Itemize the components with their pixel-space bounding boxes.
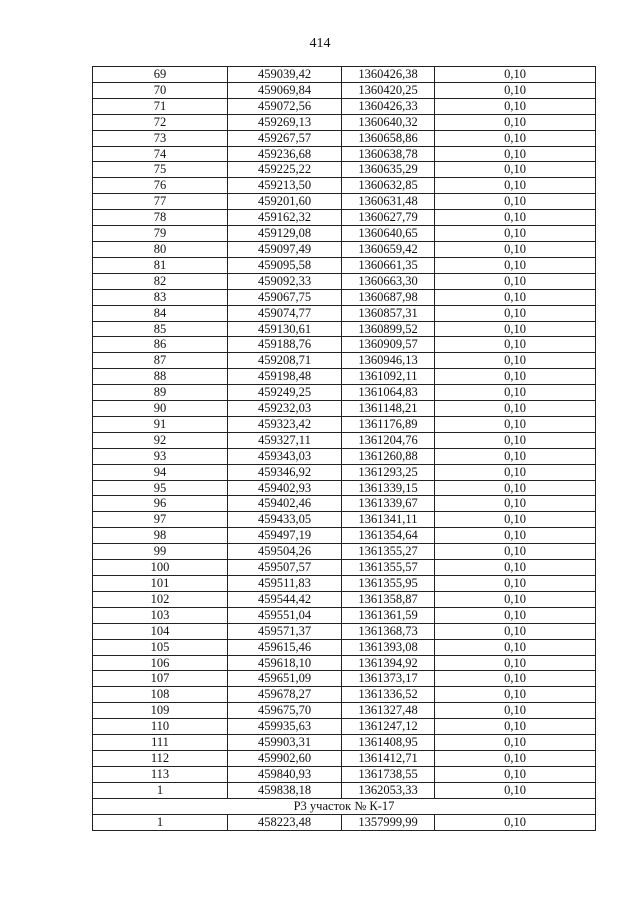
point-number-cell: 81 <box>93 257 228 273</box>
page-number: 414 <box>309 36 331 51</box>
x-coordinate-cell: 459678,27 <box>228 687 342 703</box>
y-coordinate-cell: 1360687,98 <box>342 289 435 305</box>
x-coordinate-cell: 459092,33 <box>228 273 342 289</box>
accuracy-cell: 0,10 <box>435 687 596 703</box>
x-coordinate-cell: 459269,13 <box>228 114 342 130</box>
accuracy-cell: 0,10 <box>435 655 596 671</box>
point-number-cell: 110 <box>93 719 228 735</box>
x-coordinate-cell: 459343,03 <box>228 448 342 464</box>
accuracy-cell: 0,10 <box>435 703 596 719</box>
point-number-cell: 96 <box>93 496 228 512</box>
point-number-cell: 82 <box>93 273 228 289</box>
y-coordinate-cell: 1360661,35 <box>342 257 435 273</box>
y-coordinate-cell: 1361092,11 <box>342 369 435 385</box>
x-coordinate-cell: 459201,60 <box>228 194 342 210</box>
y-coordinate-cell: 1361738,55 <box>342 766 435 782</box>
y-coordinate-cell: 1360426,38 <box>342 67 435 83</box>
accuracy-cell: 0,10 <box>435 305 596 321</box>
y-coordinate-cell: 1360857,31 <box>342 305 435 321</box>
x-coordinate-cell: 459323,42 <box>228 416 342 432</box>
y-coordinate-cell: 1360663,30 <box>342 273 435 289</box>
point-number-cell: 105 <box>93 639 228 655</box>
table-row <box>93 321 596 337</box>
y-coordinate-cell: 1362053,33 <box>342 782 435 798</box>
table-row <box>93 241 596 257</box>
x-coordinate-cell: 459675,70 <box>228 703 342 719</box>
table-row <box>93 576 596 592</box>
point-number-cell: 100 <box>93 560 228 576</box>
y-coordinate-cell: 1361355,95 <box>342 576 435 592</box>
y-coordinate-cell: 1361368,73 <box>342 623 435 639</box>
accuracy-cell: 0,10 <box>435 416 596 432</box>
table-row <box>93 735 596 751</box>
table-row <box>93 512 596 528</box>
table-row <box>93 750 596 766</box>
table-row <box>93 416 596 432</box>
x-coordinate-cell: 459327,11 <box>228 432 342 448</box>
point-number-cell: 90 <box>93 401 228 417</box>
table-row <box>93 401 596 417</box>
y-coordinate-cell: 1361355,27 <box>342 544 435 560</box>
accuracy-cell: 0,10 <box>435 750 596 766</box>
point-number-cell: 83 <box>93 289 228 305</box>
table-row <box>93 67 596 83</box>
accuracy-cell: 0,10 <box>435 528 596 544</box>
point-number-cell: 70 <box>93 82 228 98</box>
accuracy-cell: 0,10 <box>435 210 596 226</box>
y-coordinate-cell: 1361176,89 <box>342 416 435 432</box>
point-number-cell: 76 <box>93 178 228 194</box>
x-coordinate-cell: 459402,93 <box>228 480 342 496</box>
x-coordinate-cell: 459618,10 <box>228 655 342 671</box>
table-row <box>93 114 596 130</box>
point-number-cell: 73 <box>93 130 228 146</box>
point-number-cell: 101 <box>93 576 228 592</box>
x-coordinate-cell: 459188,76 <box>228 337 342 353</box>
y-coordinate-cell: 1361327,48 <box>342 703 435 719</box>
point-number-cell: 95 <box>93 480 228 496</box>
table-row <box>93 226 596 242</box>
table-row <box>93 385 596 401</box>
table-row <box>93 448 596 464</box>
y-coordinate-cell: 1360420,25 <box>342 82 435 98</box>
y-coordinate-cell: 1360627,79 <box>342 210 435 226</box>
accuracy-cell: 0,10 <box>435 607 596 623</box>
x-coordinate-cell: 459249,25 <box>228 385 342 401</box>
table-row <box>93 146 596 162</box>
point-number-cell: 80 <box>93 241 228 257</box>
accuracy-cell: 0,10 <box>435 735 596 751</box>
y-coordinate-cell: 1361408,95 <box>342 735 435 751</box>
table-row <box>93 194 596 210</box>
accuracy-cell: 0,10 <box>435 766 596 782</box>
accuracy-cell: 0,10 <box>435 178 596 194</box>
point-number-cell: 72 <box>93 114 228 130</box>
point-number-cell: 69 <box>93 67 228 83</box>
accuracy-cell: 0,10 <box>435 321 596 337</box>
y-coordinate-cell: 1361358,87 <box>342 591 435 607</box>
table-row <box>93 480 596 496</box>
x-coordinate-cell: 459615,46 <box>228 639 342 655</box>
table-row <box>93 210 596 226</box>
y-coordinate-cell: 1361260,88 <box>342 448 435 464</box>
x-coordinate-cell: 459902,60 <box>228 750 342 766</box>
table-row <box>93 305 596 321</box>
point-number-cell: 91 <box>93 416 228 432</box>
accuracy-cell: 0,10 <box>435 273 596 289</box>
point-number-cell: 94 <box>93 464 228 480</box>
table-row <box>93 432 596 448</box>
accuracy-cell: 0,10 <box>435 114 596 130</box>
x-coordinate-cell: 459213,50 <box>228 178 342 194</box>
y-coordinate-cell: 1361247,12 <box>342 719 435 735</box>
accuracy-cell: 0,10 <box>435 67 596 83</box>
y-coordinate-cell: 1361148,21 <box>342 401 435 417</box>
accuracy-cell: 0,10 <box>435 194 596 210</box>
table-row <box>93 289 596 305</box>
x-coordinate-cell: 459838,18 <box>228 782 342 798</box>
x-coordinate-cell: 459507,57 <box>228 560 342 576</box>
y-coordinate-cell: 1360640,32 <box>342 114 435 130</box>
point-number-cell: 84 <box>93 305 228 321</box>
accuracy-cell: 0,10 <box>435 401 596 417</box>
point-number-cell: 103 <box>93 607 228 623</box>
coordinates-table <box>92 66 596 831</box>
accuracy-cell: 0,10 <box>435 591 596 607</box>
x-coordinate-cell: 458223,48 <box>228 814 342 830</box>
accuracy-cell: 0,10 <box>435 671 596 687</box>
accuracy-cell: 0,10 <box>435 385 596 401</box>
y-coordinate-cell: 1361341,11 <box>342 512 435 528</box>
table-row <box>93 162 596 178</box>
accuracy-cell: 0,10 <box>435 146 596 162</box>
table-row <box>93 257 596 273</box>
y-coordinate-cell: 1360631,48 <box>342 194 435 210</box>
accuracy-cell: 0,10 <box>435 623 596 639</box>
x-coordinate-cell: 459067,75 <box>228 289 342 305</box>
accuracy-cell: 0,10 <box>435 782 596 798</box>
accuracy-cell: 0,10 <box>435 98 596 114</box>
table-row <box>93 369 596 385</box>
x-coordinate-cell: 459651,09 <box>228 671 342 687</box>
x-coordinate-cell: 459208,71 <box>228 353 342 369</box>
x-coordinate-cell: 459571,37 <box>228 623 342 639</box>
y-coordinate-cell: 1361393,08 <box>342 639 435 655</box>
table-row <box>93 591 596 607</box>
y-coordinate-cell: 1360909,57 <box>342 337 435 353</box>
x-coordinate-cell: 459162,32 <box>228 210 342 226</box>
table-row <box>93 623 596 639</box>
accuracy-cell: 0,10 <box>435 576 596 592</box>
table-row <box>93 544 596 560</box>
y-coordinate-cell: 1360658,86 <box>342 130 435 146</box>
accuracy-cell: 0,10 <box>435 241 596 257</box>
x-coordinate-cell: 459198,48 <box>228 369 342 385</box>
table-row <box>93 607 596 623</box>
point-number-cell: 109 <box>93 703 228 719</box>
x-coordinate-cell: 459511,83 <box>228 576 342 592</box>
x-coordinate-cell: 459433,05 <box>228 512 342 528</box>
x-coordinate-cell: 459130,61 <box>228 321 342 337</box>
table-row <box>93 178 596 194</box>
accuracy-cell: 0,10 <box>435 496 596 512</box>
accuracy-cell: 0,10 <box>435 353 596 369</box>
y-coordinate-cell: 1360899,52 <box>342 321 435 337</box>
accuracy-cell: 0,10 <box>435 369 596 385</box>
x-coordinate-cell: 459402,46 <box>228 496 342 512</box>
point-number-cell: 1 <box>93 782 228 798</box>
accuracy-cell: 0,10 <box>435 257 596 273</box>
y-coordinate-cell: 1357999,99 <box>342 814 435 830</box>
x-coordinate-cell: 459097,49 <box>228 241 342 257</box>
accuracy-cell: 0,10 <box>435 82 596 98</box>
accuracy-cell: 0,10 <box>435 448 596 464</box>
y-coordinate-cell: 1361361,59 <box>342 607 435 623</box>
point-number-cell: 107 <box>93 671 228 687</box>
x-coordinate-cell: 459039,42 <box>228 67 342 83</box>
section-heading: Р3 участок № К-17 <box>93 798 596 814</box>
table-row <box>93 703 596 719</box>
y-coordinate-cell: 1361064,83 <box>342 385 435 401</box>
point-number-cell: 86 <box>93 337 228 353</box>
point-number-cell: 79 <box>93 226 228 242</box>
point-number-cell: 85 <box>93 321 228 337</box>
table-row <box>93 782 596 798</box>
accuracy-cell: 0,10 <box>435 560 596 576</box>
table-row <box>93 464 596 480</box>
y-coordinate-cell: 1360638,78 <box>342 146 435 162</box>
point-number-cell: 93 <box>93 448 228 464</box>
y-coordinate-cell: 1361339,15 <box>342 480 435 496</box>
point-number-cell: 88 <box>93 369 228 385</box>
accuracy-cell: 0,10 <box>435 544 596 560</box>
table-row <box>93 82 596 98</box>
y-coordinate-cell: 1360635,29 <box>342 162 435 178</box>
table-row <box>93 496 596 512</box>
accuracy-cell: 0,10 <box>435 814 596 830</box>
point-number-cell: 108 <box>93 687 228 703</box>
accuracy-cell: 0,10 <box>435 639 596 655</box>
point-number-cell: 78 <box>93 210 228 226</box>
table-row <box>93 671 596 687</box>
x-coordinate-cell: 459074,77 <box>228 305 342 321</box>
point-number-cell: 99 <box>93 544 228 560</box>
x-coordinate-cell: 459225,22 <box>228 162 342 178</box>
accuracy-cell: 0,10 <box>435 162 596 178</box>
accuracy-cell: 0,10 <box>435 719 596 735</box>
x-coordinate-cell: 459072,56 <box>228 98 342 114</box>
x-coordinate-cell: 459267,57 <box>228 130 342 146</box>
table-row <box>93 719 596 735</box>
table-row <box>93 528 596 544</box>
x-coordinate-cell: 459129,08 <box>228 226 342 242</box>
point-number-cell: 87 <box>93 353 228 369</box>
table-row <box>93 766 596 782</box>
point-number-cell: 71 <box>93 98 228 114</box>
y-coordinate-cell: 1361354,64 <box>342 528 435 544</box>
accuracy-cell: 0,10 <box>435 289 596 305</box>
section-heading-row <box>93 798 596 814</box>
point-number-cell: 98 <box>93 528 228 544</box>
x-coordinate-cell: 459551,04 <box>228 607 342 623</box>
accuracy-cell: 0,10 <box>435 464 596 480</box>
y-coordinate-cell: 1360640,65 <box>342 226 435 242</box>
y-coordinate-cell: 1360659,42 <box>342 241 435 257</box>
table-row <box>93 337 596 353</box>
y-coordinate-cell: 1361412,71 <box>342 750 435 766</box>
point-number-cell: 111 <box>93 735 228 751</box>
point-number-cell: 1 <box>93 814 228 830</box>
y-coordinate-cell: 1360946,13 <box>342 353 435 369</box>
table-row <box>93 560 596 576</box>
table-row <box>93 687 596 703</box>
y-coordinate-cell: 1361394,92 <box>342 655 435 671</box>
table-row <box>93 353 596 369</box>
accuracy-cell: 0,10 <box>435 512 596 528</box>
table-row <box>93 130 596 146</box>
y-coordinate-cell: 1361339,67 <box>342 496 435 512</box>
coordinates-table-body <box>93 67 596 799</box>
point-number-cell: 102 <box>93 591 228 607</box>
y-coordinate-cell: 1361293,25 <box>342 464 435 480</box>
point-number-cell: 97 <box>93 512 228 528</box>
table-row <box>93 273 596 289</box>
x-coordinate-cell: 459232,03 <box>228 401 342 417</box>
x-coordinate-cell: 459497,19 <box>228 528 342 544</box>
table-row <box>93 655 596 671</box>
y-coordinate-cell: 1361336,52 <box>342 687 435 703</box>
x-coordinate-cell: 459903,31 <box>228 735 342 751</box>
table-row <box>93 639 596 655</box>
section-table-body <box>93 814 596 830</box>
accuracy-cell: 0,10 <box>435 480 596 496</box>
accuracy-cell: 0,10 <box>435 337 596 353</box>
y-coordinate-cell: 1360632,85 <box>342 178 435 194</box>
point-number-cell: 77 <box>93 194 228 210</box>
table-row <box>93 814 596 830</box>
x-coordinate-cell: 459544,42 <box>228 591 342 607</box>
point-number-cell: 113 <box>93 766 228 782</box>
point-number-cell: 74 <box>93 146 228 162</box>
x-coordinate-cell: 459236,68 <box>228 146 342 162</box>
accuracy-cell: 0,10 <box>435 226 596 242</box>
y-coordinate-cell: 1360426,33 <box>342 98 435 114</box>
x-coordinate-cell: 459069,84 <box>228 82 342 98</box>
accuracy-cell: 0,10 <box>435 432 596 448</box>
x-coordinate-cell: 459840,93 <box>228 766 342 782</box>
point-number-cell: 112 <box>93 750 228 766</box>
point-number-cell: 106 <box>93 655 228 671</box>
x-coordinate-cell: 459346,92 <box>228 464 342 480</box>
point-number-cell: 92 <box>93 432 228 448</box>
table-row <box>93 98 596 114</box>
x-coordinate-cell: 459504,26 <box>228 544 342 560</box>
y-coordinate-cell: 1361373,17 <box>342 671 435 687</box>
y-coordinate-cell: 1361204,76 <box>342 432 435 448</box>
x-coordinate-cell: 459935,63 <box>228 719 342 735</box>
point-number-cell: 75 <box>93 162 228 178</box>
x-coordinate-cell: 459095,58 <box>228 257 342 273</box>
accuracy-cell: 0,10 <box>435 130 596 146</box>
point-number-cell: 104 <box>93 623 228 639</box>
y-coordinate-cell: 1361355,57 <box>342 560 435 576</box>
point-number-cell: 89 <box>93 385 228 401</box>
